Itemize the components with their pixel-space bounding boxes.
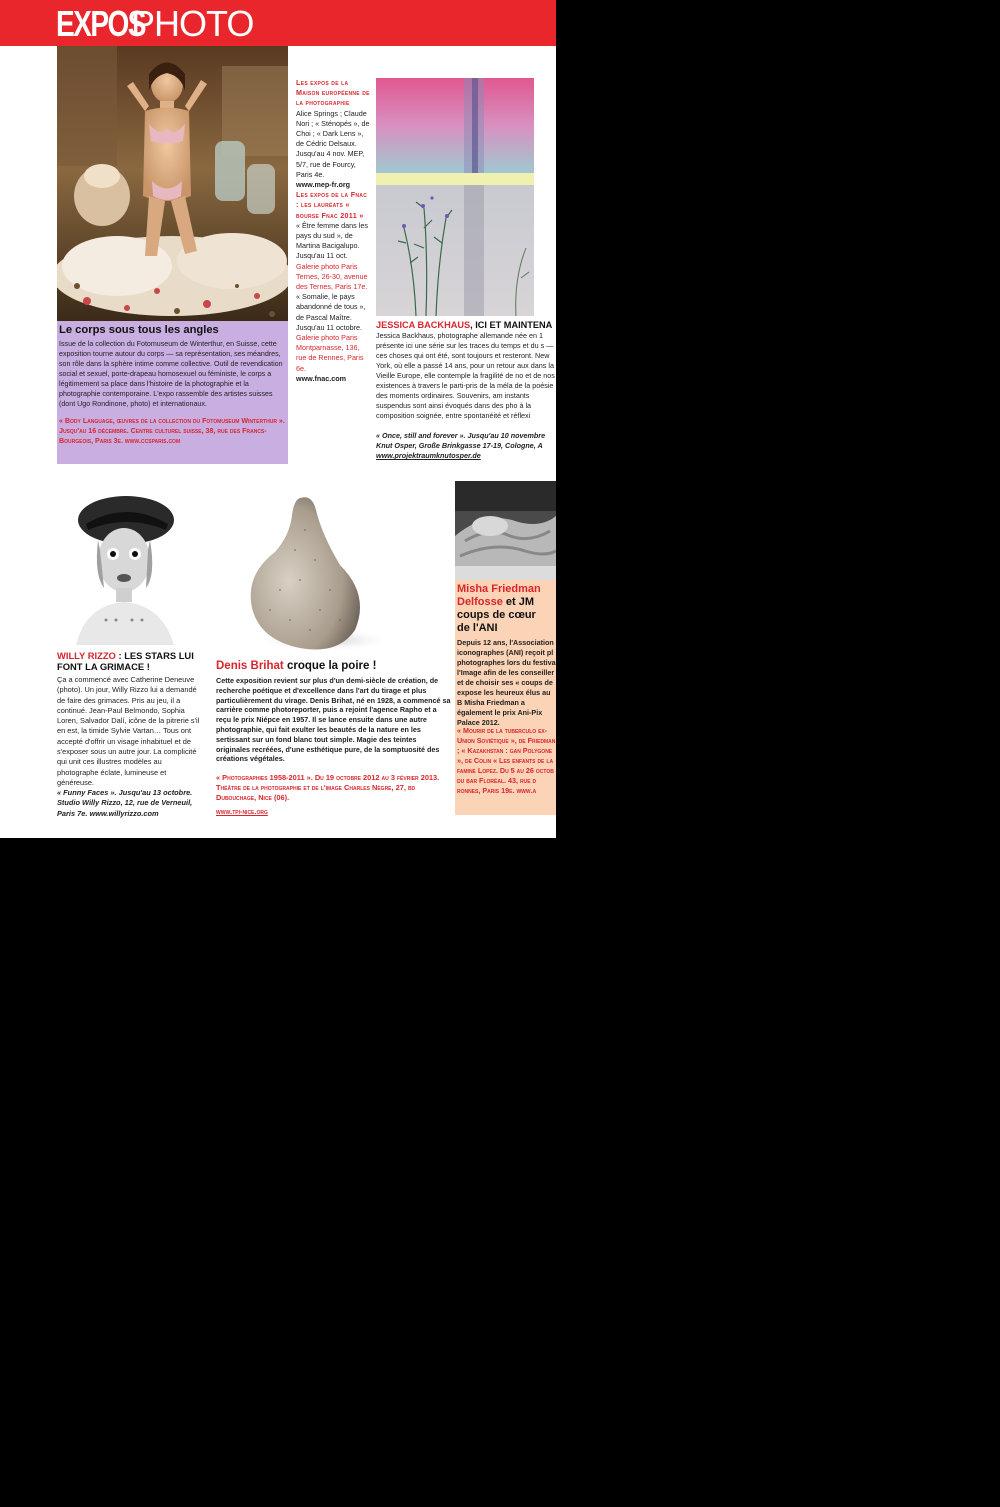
backhaus-title-name: JESSICA BACKHAUS (376, 320, 471, 330)
sidebar-link-fnac[interactable]: www.fnac.com (296, 373, 347, 383)
photo-rizzo (66, 480, 184, 645)
article-brihat-body: Cette exposition revient sur plus d'un demi-siècle de création, de recherche poétique et d'excellence dans l'art du tirage et plus particulièrement du virage. Denis Brihat, né en 1928, a commencé sa carrière comme photoreporter, puis a rejoint l'agence Rapho et a reçu le prix Niépce en 1957. Il se lance ensuite dans une autre photographie, qui fait exulter les beautés de la nature en les sertissant sur un fond blanc tout simple. Magie des teintes originales recréées, d'une esthétique pure, de la somptuosité des créations végétales. (216, 676, 451, 764)
article-corps-title: Le corps sous tous les angles (59, 324, 219, 336)
article-rizzo-body: Ça a commencé avec Catherine Deneuve (photo). Un jour, Willy Rizzo lui a demandé de faire des grimaces. Pris au jeu, il a continué. Jean-Paul Belmondo, Sophia Loren, Salvador Dalí, icône de la pitrerie s'il en est, la timide Sylvie Vartan… Tous ont accepté d'offrir un visage inhabituel et de s'exposer sous un autre jour. La complicité qui unit ces illustres modèles au photographe éclate, lumineuse et généreuse. (57, 675, 200, 787)
article-corps-info: « Body Language, œuvres de la collection du Fotomuseum Winterthur ». Jusqu'au 16 décembre. Centre culturel suisse, 38, rue des Francs-Bourgeois, Paris 3e. www.ccsparis.com (59, 417, 285, 445)
photo-backhaus (376, 78, 534, 316)
rizzo-title-rest: : LES STARS LUI FONT LA GRIMACE ! (57, 650, 194, 672)
sidebar-text-fnac-2: « Somalie, le pays abandonné de tous », de Pascal Maître. Jusqu'au 11 octobre. (296, 292, 366, 332)
backhaus-title-rest: , ICI ET MAINTENA (470, 320, 553, 330)
article-friedman-body: Depuis 12 ans, l'Association iconographes (ANI) reçoit pl photographes lors du festiva l'Image afin de les conseiller et de choisir ses « coups de expose les heureux élus au B Misha Friedman a également le prix Ani-Pix Palace 2012. (457, 638, 556, 727)
article-backhaus-info: « Once, still and forever ». Jusqu'au 10 novembre Knut Osper, Große Brinkgasse 17-19, Cologne, A (376, 431, 546, 450)
brihat-title-name: Denis Brihat (216, 660, 284, 672)
article-backhaus-link[interactable]: www.projektraumknutosper.de (376, 451, 481, 460)
sidebar-kicker-fnac: Les expos de la Fnac : les lauréats « bourse Fnac 2011 » (296, 190, 368, 220)
sidebar-listings (296, 78, 370, 384)
article-brihat-info: « Photographies 1958-2011 ». Du 19 octobre 2012 au 3 février 2013. Théâtre de la photographie et de l'image Charles Nègre, 27, bd Dubouchage, Nice (06). (216, 773, 440, 803)
sidebar-kicker-mep: Les expos de la Maison européenne de la photographie (296, 78, 370, 108)
article-rizzo-title (57, 650, 207, 672)
rizzo-title-name: WILLY RIZZO (57, 650, 116, 661)
article-backhaus-body: Jessica Backhaus, photographe allemande née en 1 présente ici une série sur les traces du temps et du s — ces choses qui ont été, sont toujours et resteront. New York, où elle a passé 14 ans, pour un retour aux dans la Vieille Europe, elle contemple la fragilité de no et de nos existences à travers le parti-pris de la méla de la poésie des moments ordinaires. Souvenirs, am instants suspendus sont ainsi évoqués dans des pho à la composition soignée, entre spontanéité et réflexi (376, 331, 555, 420)
sidebar-link-mep[interactable]: www.mep-fr.org (296, 180, 351, 190)
sidebar-text-fnac-1: « Être femme dans les pays du sud », de Martina Bacigalupo. Jusqu'au 11 oct. (296, 220, 368, 261)
section-header (0, 0, 556, 46)
article-corps-box (57, 321, 288, 464)
friedman-title-line1: Misha Friedman (457, 583, 541, 595)
article-brihat-link[interactable]: www.tpi-nice.org (216, 807, 268, 816)
friedman-title-line2-rest: et JM (502, 596, 535, 608)
article-brihat-title (216, 660, 446, 673)
friedman-title-line3: coups de cœur (457, 609, 536, 621)
header-expos: EXPOS (56, 3, 145, 44)
sidebar-text-mep: Alice Springs ; Claude Nori ; « Sténopés », de Choi ; « Dark Lens », de Cédric Delsaux. Jusqu'au 4 nov. MEP, 5/7, rue de Fourcy, Paris 4e. (296, 108, 370, 179)
photo-body-language (57, 46, 288, 321)
brihat-title-rest: croque la poire ! (283, 660, 377, 672)
sidebar-venue-ternes: Galerie photo Paris Ternes, 26-30, avenue des Ternes, Paris 17e. (296, 261, 368, 292)
friedman-title-line2-red: Delfosse (457, 596, 503, 608)
sidebar-venue-montparnasse: Galerie photo Paris Montparnasse, 136, rue de Rennes, Paris 6e. (296, 333, 364, 373)
photo-friedman (455, 481, 556, 580)
article-friedman-box (455, 580, 556, 815)
magazine-page (0, 0, 556, 838)
article-rizzo-info: « Funny Faces ». Jusqu'au 13 octobre. Studio Willy Rizzo, 12, rue de Verneuil, Paris 7e. www.willyrizzo.com (57, 788, 193, 818)
article-friedman-title (457, 583, 556, 635)
photo-brihat-pear (230, 490, 390, 655)
friedman-title-line2 (457, 596, 556, 609)
article-backhaus-title (376, 320, 556, 331)
header-photo: PHOTO (131, 3, 254, 44)
friedman-title-line4: de l'ANI (457, 622, 498, 634)
article-corps-body: Issue de la collection du Fotomuseum de Winterthur, en Suisse, cette exposition tourne autour du corps — sa représentation, ses méandres, son rôle dans la sphère intime comme collective. Outil de revendication social et sexuel, porte-drapeau homosexuel ou féministe, le corps a légitimement sa place dans l'histoire de la photographie et la photographie contemporaine. L'expo rassemble des artistes suisses (dont Ugo Rondinone, photo) et internationaux. (59, 340, 283, 408)
article-friedman-info: « Mourir de la tuberculo ex-Union Soviétique », de Friedman ; « Kazakhstan : gan Polygone », de Colin « Les enfants de la famine Lopez. Du 5 au 26 octob du bar Floréal. 43, rue d ronnes, Paris 19e. www.a (457, 726, 556, 795)
